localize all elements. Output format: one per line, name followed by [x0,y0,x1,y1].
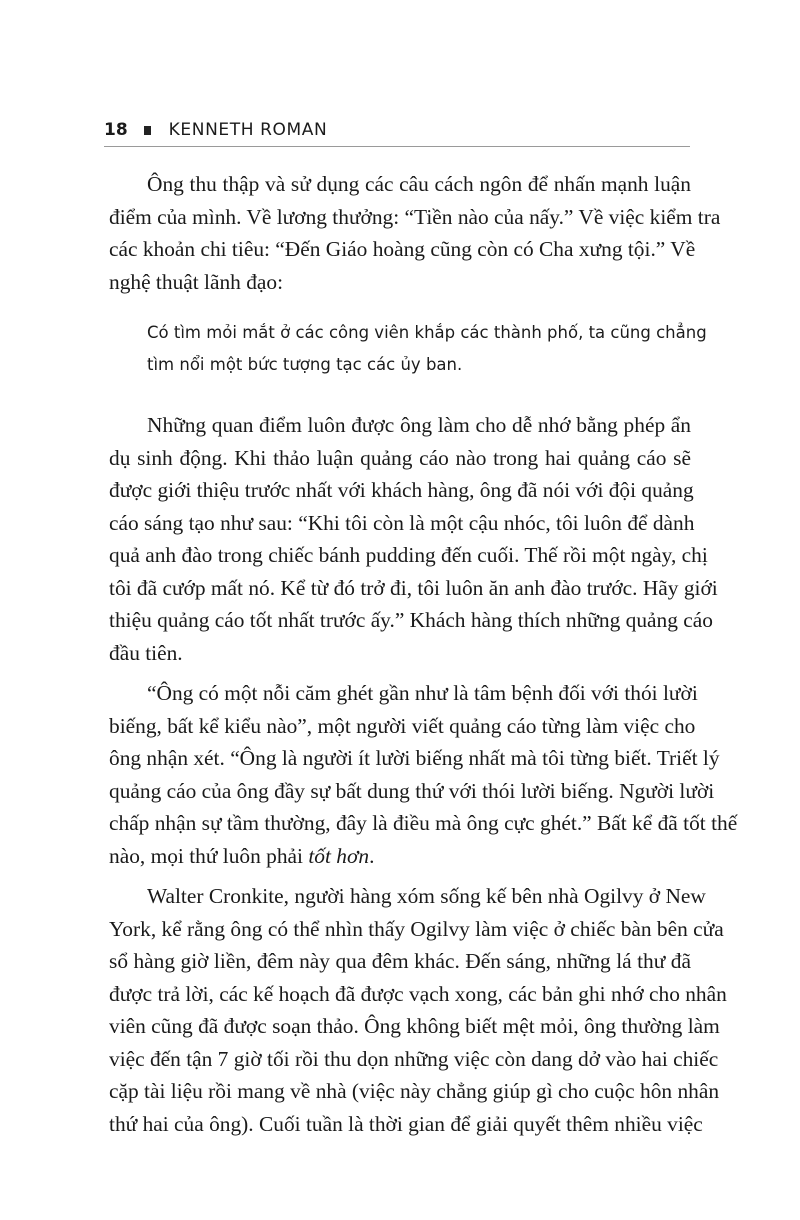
text-line: quảng cáo của ông đầy sự bất dung thứ với thói lười biếng. Người lười [109,778,715,803]
text-line [109,840,691,873]
header-rule [104,146,690,147]
text-line: Walter Cronkite, người hàng xóm sống kế bên nhà Ogilvy ở New [147,884,706,908]
text-line: quả anh đào trong chiếc bánh pudding đến cuối. Thế rồi một ngày, chị [109,543,708,567]
text-line: cặp tài liệu rồi mang về nhà (việc này chẳng giúp gì cho cuộc hôn nhân [109,1079,720,1103]
paragraph-laziness [109,677,738,872]
text-line: viên cũng đã được soạn thảo. Ông không biết mệt mỏi, ông thường làm [109,1014,720,1038]
running-head-author: KENNETH ROMAN [168,120,328,140]
text-line: được giới thiệu trước nhất với khách hàng, ông đã nói với đội quảng [109,478,694,502]
text-line: điểm của mình. Về lương thưởng: “Tiền nào của nấy.” Về việc kiểm tra [109,204,721,229]
block-quote [147,317,707,381]
paragraph-aphorisms [109,168,721,298]
text-line: dụ sinh động. Khi thảo luận quảng cáo nào trong hai quảng cáo sẽ [109,445,691,470]
body-text [109,168,738,1140]
running-head [104,118,690,142]
emphasis-text: tốt hơn [308,843,370,868]
text-line: sổ hàng giờ liền, đêm này qua đêm khác. Đến sáng, những lá thư đã [109,949,691,973]
quote-line: Có tìm mỏi mắt ở các công viên khắp các thành phố, ta cũng chẳng [147,323,707,342]
paragraph-cronkite [109,880,727,1140]
text-line: York, kể rằng ông có thể nhìn thấy Ogilvy làm việc ở chiếc bàn bên cửa [109,916,724,941]
text-line: được trả lời, các kế hoạch đã được vạch xong, các bản ghi nhớ cho nhân [109,981,727,1006]
square-bullet-icon [144,126,151,135]
page-number: 18 [104,120,128,140]
text-line: thứ hai của ông). Cuối tuần là thời gian để giải quyết thêm nhiều việc [109,1111,703,1136]
text-line: tôi đã cướp mất nó. Kể từ đó trở đi, tôi luôn ăn anh đào trước. Hãy giới [109,575,718,600]
text-line: biếng, bất kể kiểu nào”, một người viết quảng cáo từng làm việc cho [109,713,696,738]
text-line: việc đến tận 7 giờ tối rồi thu dọn những việc còn dang dở vào hai chiếc [109,1046,719,1071]
text-line: thiệu quảng cáo tốt nhất trước ấy.” Khách hàng thích những quảng cáo [109,608,713,632]
quote-line: tìm nổi một bức tượng tạc các ủy ban. [147,355,463,374]
text-fragment: nào, mọi thứ luôn phải [109,843,309,868]
text-line: đầu tiên. [109,640,183,665]
text-line: ông nhận xét. “Ông là người ít lười biếng nhất mà tôi từng biết. Triết lý [109,746,720,770]
text-line: Ông thu thập và sử dụng các câu cách ngôn để nhấn mạnh luận [147,172,691,196]
text-line: cáo sáng tạo như sau: “Khi tôi còn là một cậu nhóc, tôi luôn để dành [109,510,695,535]
text-fragment: . [369,843,375,868]
text-line: các khoản chi tiêu: “Đến Giáo hoàng cũng còn có Cha xưng tội.” Về [109,237,696,261]
text-line: chấp nhận sự tầm thường, đây là điều mà ông cực ghét.” Bất kể đã tốt thế [109,811,738,835]
text-line: Những quan điểm luôn được ông làm cho dễ nhớ bằng phép ẩn [147,413,691,437]
text-line: “Ông có một nỗi căm ghét gần như là tâm bệnh đối với thói lười [147,681,698,705]
paragraph-metaphors [109,409,718,669]
text-line: nghệ thuật lãnh đạo: [109,269,284,294]
